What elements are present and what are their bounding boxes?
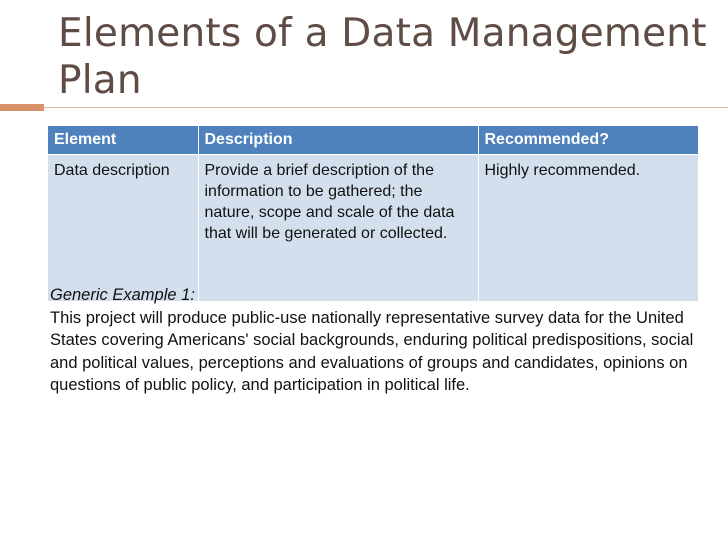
slide-title: Elements of a Data Management Plan (58, 11, 707, 103)
title-divider-line (44, 107, 728, 108)
title-accent-bar (0, 104, 44, 111)
cell-recommended: Highly recommended. (478, 155, 698, 302)
table-header-row (48, 126, 698, 155)
dmp-elements-table (48, 126, 698, 301)
example-body: This project will produce public-use nationally representative survey data for the United States covering Americans' social backgrounds, enduring political predispositions, social and political values, perceptions and evaluations of groups and candidates, opinions on questions of public policy, and participation in political life. (50, 308, 694, 394)
example-heading: Generic Example 1: (50, 286, 195, 304)
example-block (50, 284, 720, 397)
header-recommended: Recommended? (478, 126, 698, 155)
table-row (48, 155, 698, 302)
header-description: Description (198, 126, 478, 155)
cell-description: Provide a brief description of the information to be gathered; the nature, scope and scale of the data that will be generated or collected. (198, 155, 478, 302)
cell-element: Data description (48, 155, 198, 302)
header-element: Element (48, 126, 198, 155)
